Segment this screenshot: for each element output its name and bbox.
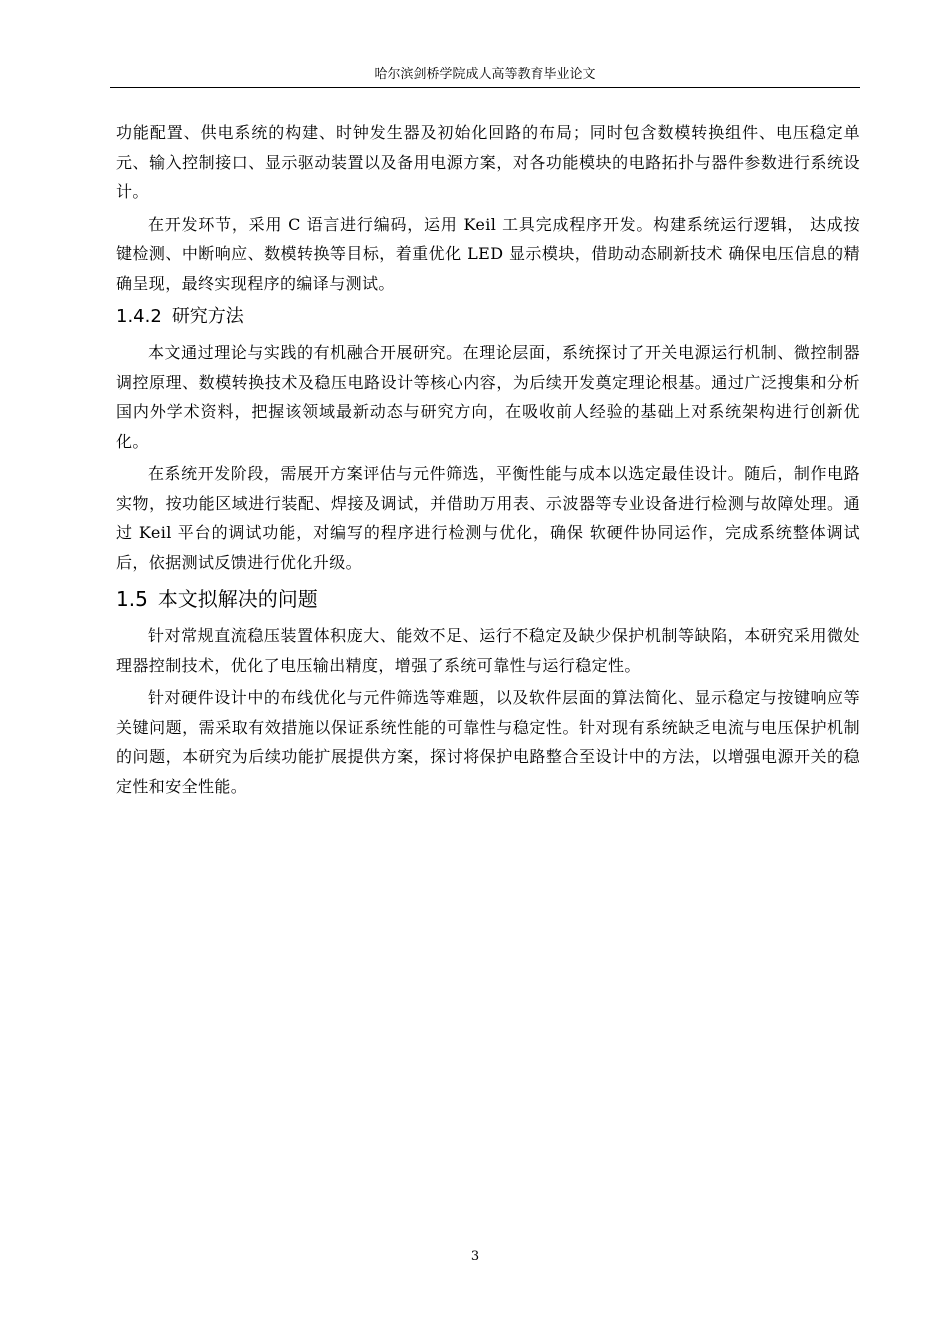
paragraph-research-method-1: 本文通过理论与实践的有机融合开展研究。在理论层面，系统探讨了开关电源运行机制、微控制器调控原理、数模转换技术及稳压电路设计等核心内容，为后续开发奠定理论根基。通过广泛搜集和分析国内外学术资料，把握该领域最新动态与研究方向，在吸收前人经验的基础上对系统架构进行创新优化。 bbox=[116, 343, 860, 451]
page-number: 3 bbox=[470, 1249, 480, 1264]
section-title: 本文拟解决的问题 bbox=[157, 587, 318, 611]
paragraph-research-method-2: 在系统开发阶段，需展开方案评估与元件筛选，平衡性能与成本以选定最佳设计。随后，制作电路实物，按功能区域进行装配、焊接及调试，并借助万用表、示波器等专业设备进行检测与故障处理。通过 Keil 平台的调试功能，对编写的程序进行检测与优化，确保 软硬件协同运作，完成系统整体调试后，依据测试反馈进行优化升级。 bbox=[116, 464, 860, 572]
section-number: 1.4.2 bbox=[116, 306, 162, 327]
section-heading-1-4-2 bbox=[116, 302, 860, 332]
section-title: 研究方法 bbox=[171, 306, 244, 327]
section-heading-1-5 bbox=[116, 583, 860, 615]
page-body bbox=[116, 118, 860, 804]
running-header: 哈尔滨剑桥学院成人高等教育毕业论文 bbox=[374, 67, 596, 82]
continued-paragraph: 功能配置、供电系统的构建、时钟发生器及初始化回路的布局；同时包含数模转换组件、电压稳定单元、输入控制接口、显示驱动装置以及备用电源方案，对各功能模块的电路拓扑与器件参数进行系统设计。 bbox=[116, 123, 860, 201]
paragraph-development: 在开发环节，采用 C 语言进行编码，运用 Keil 工具完成程序开发。构建系统运行逻辑， 达成按键检测、中断响应、数模转换等目标，着重优化 LED 显示模块，借助动态刷新技术 确保电压信息的精确呈现，最终实现程序的编译与测试。 bbox=[116, 214, 860, 293]
section-number: 1.5 bbox=[116, 587, 148, 611]
paragraph-problems-1: 针对常规直流稳压装置体积庞大、能效不足、运行不稳定及缺少保护机制等缺陷，本研究采用微处理器控制技术，优化了电压输出精度，增强了系统可靠性与运行稳定性。 bbox=[116, 626, 860, 675]
paragraph-problems-2: 针对硬件设计中的布线优化与元件筛选等难题，以及软件层面的算法简化、显示稳定与按键响应等关键问题，需采取有效措施以保证系统性能的可靠性与稳定性。针对现有系统缺乏电流与电压保护机制的问题，本研究为后续功能扩展提供方案，探讨将保护电路整合至设计中的方法，以增强电源开关的稳定性和安全性能。 bbox=[116, 688, 860, 796]
header-rule bbox=[110, 87, 860, 88]
